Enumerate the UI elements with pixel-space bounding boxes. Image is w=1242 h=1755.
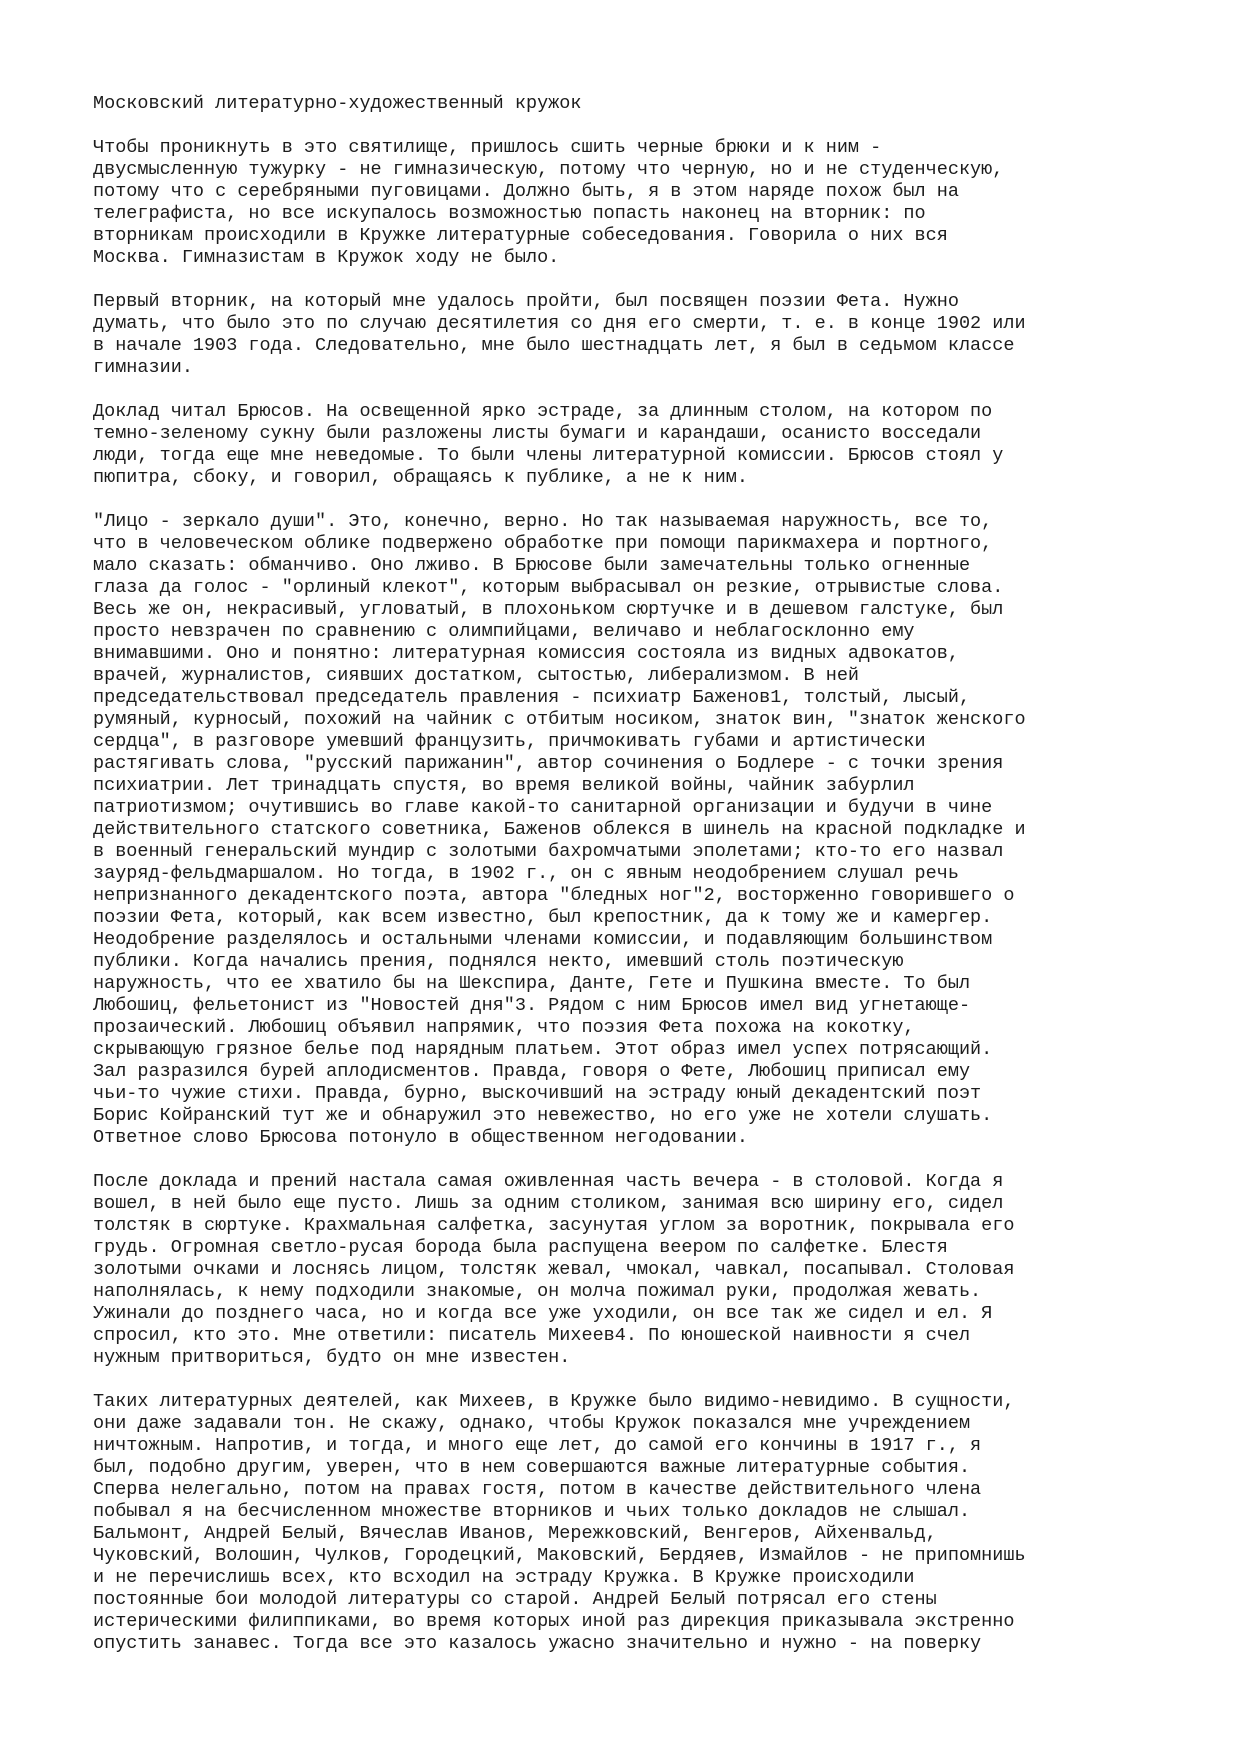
text-line: что в человеческом облике подвержено обработке при помощи парикмахера и портного, <box>93 533 993 554</box>
text-line: действительного статского советника, Баженов облекся в шинель на красной подкладке и <box>93 819 1026 840</box>
text-line: Сперва нелегально, потом на правах гостя, потом в качестве действительного члена <box>93 1479 982 1500</box>
text-line: сердца", в разговоре умевший французить, причмокивать губами и артистически <box>93 731 926 752</box>
text-line: и не перечислишь всех, кто всходил на эстраду Кружка. В Кружке происходили <box>93 1567 915 1588</box>
text-line: толстяк в сюртуке. Крахмальная салфетка, засунутая углом за воротник, покрывала его <box>93 1215 1015 1236</box>
text-line: зауряд-фельдмаршалом. Но тогда, в 1902 г., он с явным неодобрением слушал речь <box>93 863 959 884</box>
document-title: Московский литературно-художественный кружок <box>93 93 582 114</box>
paragraph <box>93 291 1173 379</box>
text-line: думать, что было это по случаю десятилетия со дня его смерти, т. е. в конце 1902 или <box>93 313 1026 334</box>
text-line: врачей, журналистов, сиявших достатком, сытостью, либерализмом. В ней <box>93 665 860 686</box>
text-line: спросил, кто это. Мне ответили: писатель Михеев4. По юношеской наивности я счел <box>93 1325 971 1346</box>
text-line: скрывающую грязное белье под нарядным платьем. Этот образ имел успех потрясающий. <box>93 1039 993 1060</box>
text-line: Любошиц, фельетонист из "Новостей дня"3. Рядом с ним Брюсов имел вид угнетающе- <box>93 995 971 1016</box>
text-line: "Лицо - зеркало души". Это, конечно, верно. Но так называемая наружность, все то, <box>93 511 993 532</box>
text-line: румяный, курносый, похожий на чайник с отбитым носиком, знаток вин, "знаток женского <box>93 709 1026 730</box>
text-line: чьи-то чужие стихи. Правда, бурно, выскочивший на эстраду юный декадентский поэт <box>93 1083 982 1104</box>
text-line: пюпитра, сбоку, и говорил, обращаясь к публике, а не к ним. <box>93 467 749 488</box>
text-line: поэзии Фета, который, как всем известно, был крепостник, да к тому же и камергер. <box>93 907 993 928</box>
text-line: глаза да голос - "орлиный клекот", которым выбрасывал он резкие, отрывистые слова. <box>93 577 1004 598</box>
text-line: ничтожным. Напротив, и тогда, и много еще лет, до самой его кончины в 1917 г., я <box>93 1435 982 1456</box>
text-line: постоянные бои молодой литературы со старой. Андрей Белый потрясал его стены <box>93 1589 937 1610</box>
text-line: Ужинали до позднего часа, но и когда все уже уходили, он все так же сидел и ел. Я <box>93 1303 993 1324</box>
text-line: в начале 1903 года. Следовательно, мне было шестнадцать лет, я был в седьмом классе <box>93 335 1015 356</box>
text-line: психиатрии. Лет тринадцать спустя, во время великой войны, чайник забурлил <box>93 775 915 796</box>
text-line: прозаический. Любошиц объявил напрямик, что поэзия Фета похожа на кокотку, <box>93 1017 915 1038</box>
text-line: внимавшими. Оно и понятно: литературная комиссия состояла из видных адвокатов, <box>93 643 959 664</box>
text-line: опустить занавес. Тогда все это казалось ужасно значительно и нужно - на поверку <box>93 1633 982 1654</box>
paragraph <box>93 137 1173 269</box>
text-line: Весь же он, некрасивый, угловатый, в плохоньком сюртучке и в дешевом галстуке, был <box>93 599 1004 620</box>
text-line: телеграфиста, но все искупалось возможностью попасть наконец на вторник: по <box>93 203 926 224</box>
text-line: публики. Когда начались прения, поднялся некто, имевший столь поэтическую <box>93 951 904 972</box>
text-line: наружность, что ее хватило бы на Шекспира, Данте, Гете и Пушкина вместе. То был <box>93 973 971 994</box>
text-line: они даже задавали тон. Не скажу, однако, чтобы Кружок показался мне учреждением <box>93 1413 971 1434</box>
text-line: Неодобрение разделялось и остальными членами комиссии, и подавляющим большинством <box>93 929 993 950</box>
text-line: двусмысленную тужурку - не гимназическую, потому что черную, но и не студенческую, <box>93 159 1004 180</box>
text-line: Первый вторник, на который мне удалось пройти, был посвящен поэзии Фета. Нужно <box>93 291 959 312</box>
text-line: непризнанного декадентского поэта, автора "бледных ног"2, восторженно говорившего о <box>93 885 1015 906</box>
text-line: мало сказать: обманчиво. Оно лживо. В Брюсове были замечательны только огненные <box>93 555 971 576</box>
text-line: потому что с серебряными пуговицами. Должно быть, я в этом наряде похож был на <box>93 181 959 202</box>
text-line: был, подобно другим, уверен, что в нем совершаются важные литературные события. <box>93 1457 971 1478</box>
text-line: гимназии. <box>93 357 193 378</box>
text-line: Зал разразился бурей аплодисментов. Правда, говоря о Фете, Любошиц приписал ему <box>93 1061 971 1082</box>
paragraph <box>93 401 1173 489</box>
paragraph <box>93 1391 1173 1655</box>
text-line: золотыми очками и лоснясь лицом, толстяк жевал, чмокал, чавкал, посапывал. Столовая <box>93 1259 1015 1280</box>
text-line: Чтобы проникнуть в это святилище, пришлось сшить черные брюки и к ним - <box>93 137 882 158</box>
text-line: темно-зеленому сукну были разложены листы бумаги и карандаши, осанисто восседали <box>93 423 982 444</box>
text-line: председательствовал председатель правления - психиатр Баженов1, толстый, лысый, <box>93 687 971 708</box>
text-line: Доклад читал Брюсов. На освещенной ярко эстраде, за длинным столом, на котором по <box>93 401 993 422</box>
text-line: Борис Койранский тут же и обнаружил это невежество, но его уже не хотели слушать. <box>93 1105 993 1126</box>
text-line: Ответное слово Брюсова потонуло в общественном негодовании. <box>93 1127 749 1148</box>
document-page <box>93 93 1173 1677</box>
document-body <box>93 137 1173 1655</box>
text-line: нужным притвориться, будто он мне известен. <box>93 1347 571 1368</box>
text-line: Таких литературных деятелей, как Михеев, в Кружке было видимо-невидимо. В сущности, <box>93 1391 1015 1412</box>
paragraph <box>93 511 1173 1149</box>
text-line: в военный генеральский мундир с золотыми бахромчатыми эполетами; кто-то его назвал <box>93 841 1004 862</box>
text-line: патриотизмом; очутившись во главе какой-то санитарной организации и будучи в чине <box>93 797 993 818</box>
text-line: вошел, в ней было еще пусто. Лишь за одним столиком, занимая всю ширину его, сидел <box>93 1193 1004 1214</box>
text-line: вторникам происходили в Кружке литературные собеседования. Говорила о них вся <box>93 225 948 246</box>
text-line: истерическими филиппиками, во время которых иной раз дирекция приказывала экстренно <box>93 1611 1015 1632</box>
text-line: Чуковский, Волошин, Чулков, Городецкий, Маковский, Бердяев, Измайлов - не припомнишь <box>93 1545 1026 1566</box>
text-line: просто невзрачен по сравнению с олимпийцами, величаво и неблагосклонно ему <box>93 621 915 642</box>
text-line: Бальмонт, Андрей Белый, Вячеслав Иванов, Мережковский, Венгеров, Айхенвальд, <box>93 1523 937 1544</box>
text-line: люди, тогда еще мне неведомые. То были члены литературной комиссии. Брюсов стоял у <box>93 445 1004 466</box>
text-line: побывал я на бесчисленном множестве вторников и чьих только докладов не слышал. <box>93 1501 971 1522</box>
text-line: растягивать слова, "русский парижанин", автор сочинения о Бодлере - с точки зрения <box>93 753 1004 774</box>
text-line: После доклада и прений настала самая оживленная часть вечера - в столовой. Когда я <box>93 1171 1004 1192</box>
text-line: грудь. Огромная светло-русая борода была распущена веером по салфетке. Блестя <box>93 1237 948 1258</box>
text-line: Москва. Гимназистам в Кружок ходу не было. <box>93 247 560 268</box>
paragraph <box>93 1171 1173 1369</box>
text-line: наполнялась, к нему подходили знакомые, он молча пожимал руки, продолжая жевать. <box>93 1281 982 1302</box>
